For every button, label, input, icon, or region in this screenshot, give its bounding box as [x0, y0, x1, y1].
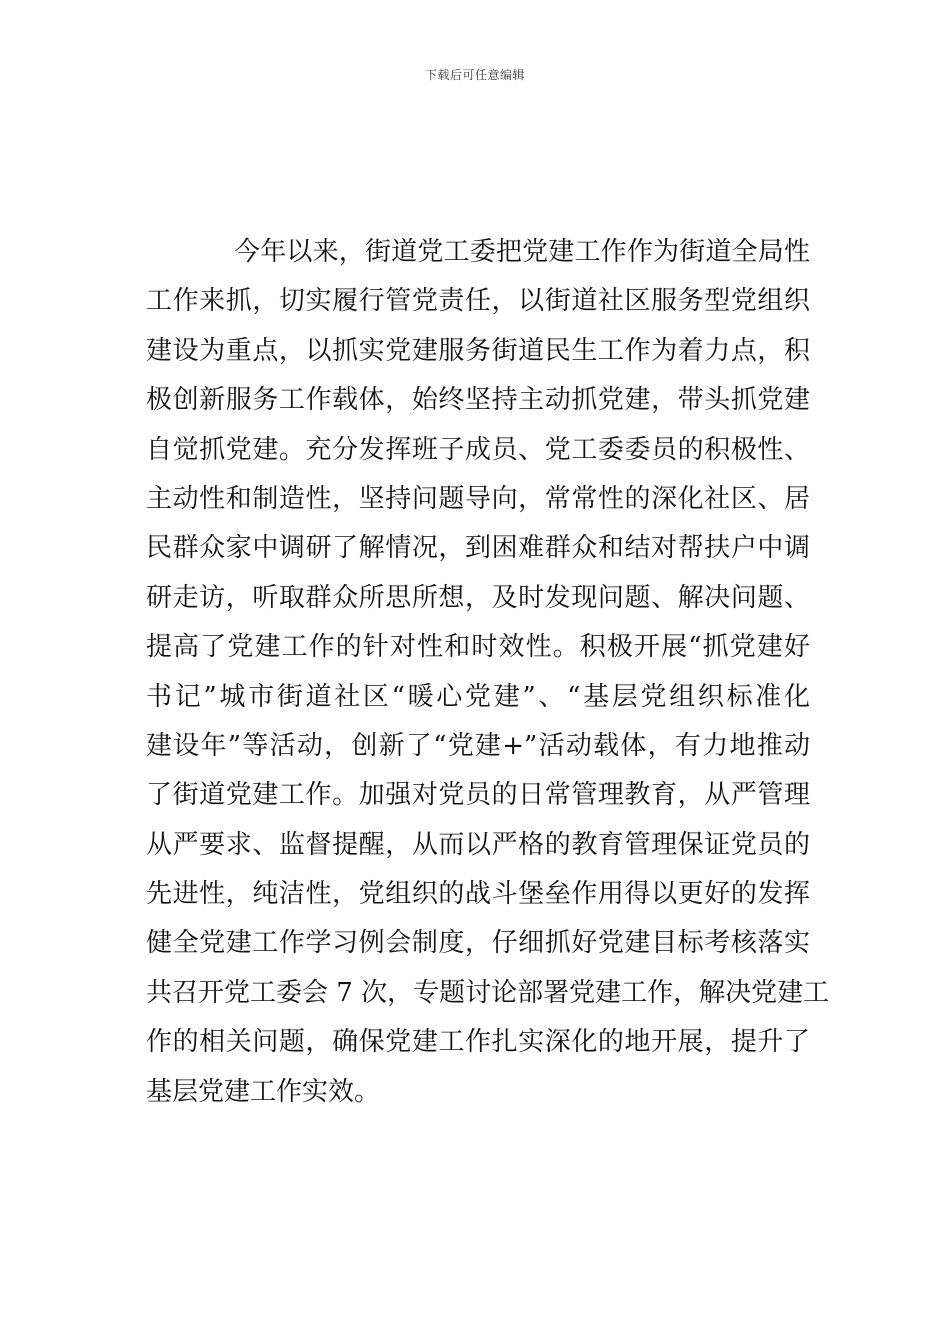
paragraph-line: 从严要求、监督提醒，从而以严格的教育管理保证党员的	[146, 829, 810, 860]
paragraph-line: 研走访，听取群众所思所想，及时发现问题、解决问题、	[146, 582, 810, 613]
paragraph-line: 极创新服务工作载体，始终坚持主动抓党建，带头抓党建	[146, 385, 810, 416]
paragraph-line: 共召开党工委会 7 次，专题讨论部署党建工作，解决党建工	[146, 977, 830, 1008]
paragraph-line: 建设年”等活动，创新了“党建+”活动载体，有力地推动	[146, 730, 810, 761]
paragraph-line: 基层党建工作实效。	[146, 1076, 381, 1107]
paragraph-line: 主动性和制造性，坚持问题导向，常常性的深化社区、居	[146, 483, 810, 514]
paragraph-line: 健全党建工作学习例会制度，仔细抓好党建目标考核落实	[146, 928, 810, 959]
page-header-note: 下载后可任意编辑	[424, 68, 525, 82]
paragraph-line: 今年以来，街道党工委把党建工作作为街道全局性	[234, 237, 810, 267]
paragraph-line: 自觉抓党建。充分发挥班子成员、党工委委员的积极性、	[146, 434, 810, 465]
paragraph-line: 工作来抓，切实履行管党责任，以街道社区服务型党组织	[146, 286, 810, 317]
body-paragraph	[146, 228, 830, 1117]
paragraph-line: 了街道党建工作。加强对党员的日常管理教育，从严管理	[146, 780, 810, 811]
paragraph-line: 提高了党建工作的针对性和时效性。积极开展“抓党建好	[146, 632, 810, 663]
paragraph-line: 作的相关问题，确保党建工作扎实深化的地开展，提升了	[146, 1027, 810, 1058]
paragraph-line: 先进性，纯洁性，党组织的战斗堡垒作用得以更好的发挥	[146, 879, 810, 910]
paragraph-line: 建设为重点，以抓实党建服务街道民生工作为着力点，积	[146, 335, 810, 366]
paragraph-line: 书记”城市街道社区“暖心党建”、“基层党组织标准化	[146, 681, 810, 712]
paragraph-line: 民群众家中调研了解情况，到困难群众和结对帮扶户中调	[146, 533, 810, 564]
